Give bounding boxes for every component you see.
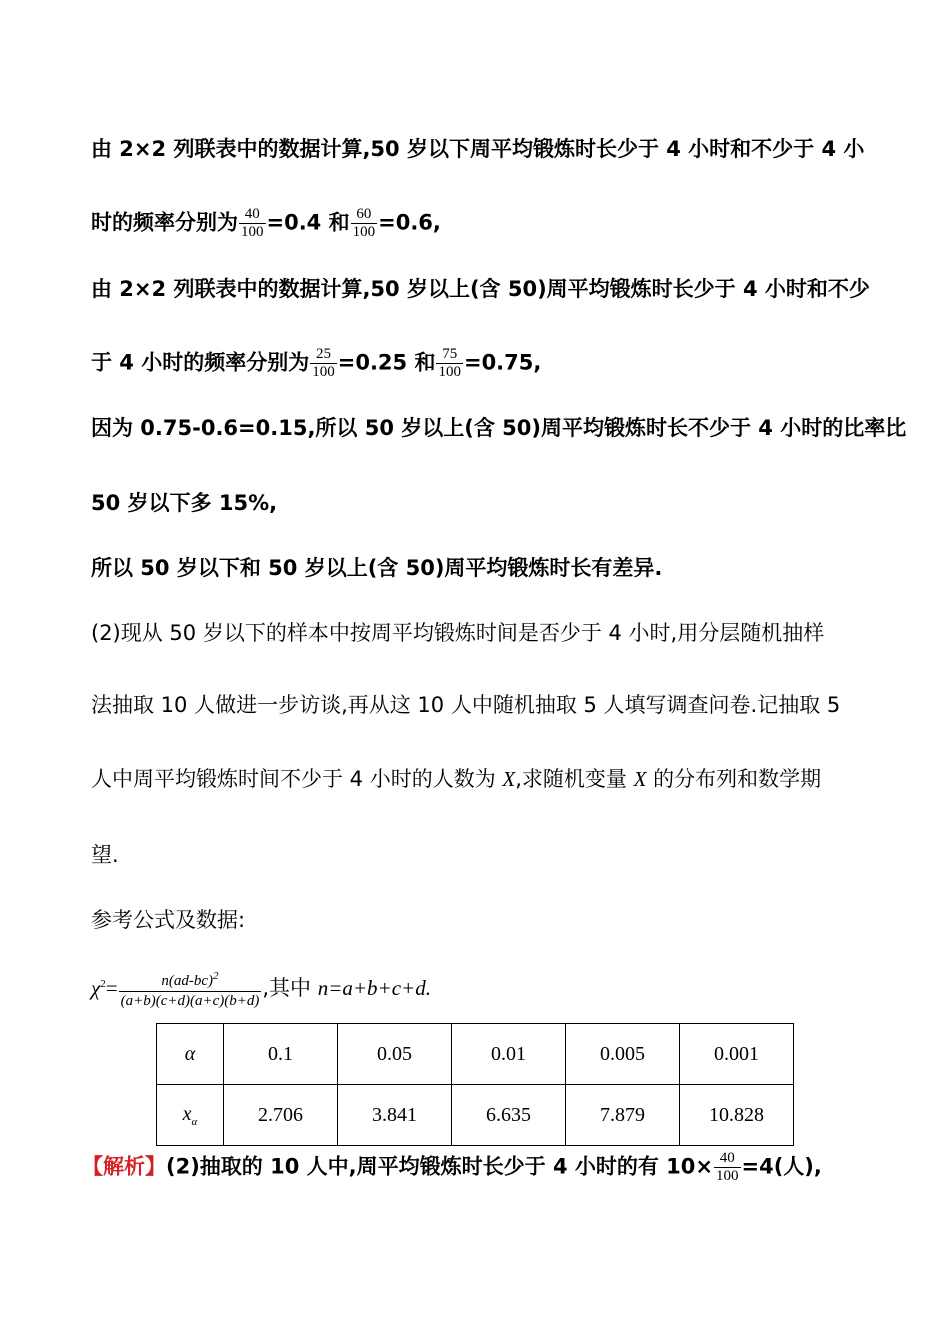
line2-text-post: =0.6, bbox=[378, 210, 441, 235]
line4-text-post: =0.75, bbox=[463, 350, 542, 375]
line10-text-b: ,求随机变量 bbox=[515, 767, 634, 791]
solution-tag: 【解析】 bbox=[82, 1154, 166, 1179]
fraction-60-100: $\frac{60}{100}$ bbox=[352, 206, 376, 240]
variable-x: X bbox=[633, 767, 647, 791]
equals-sign: = bbox=[105, 976, 118, 1000]
table-row bbox=[157, 1024, 794, 1085]
table-cell: 0.1 bbox=[224, 1024, 338, 1085]
table-cell: 0.001 bbox=[680, 1024, 794, 1085]
chi-square-fraction bbox=[119, 967, 262, 1011]
table-cell: 2.706 bbox=[224, 1085, 338, 1146]
fraction-75-100: $\frac{75}{100}$ bbox=[438, 346, 461, 380]
reference-heading: 参考公式及数据: bbox=[91, 908, 246, 932]
chi-exponent: 2 bbox=[100, 978, 106, 990]
formula-tail-math: n=a+b+c+d. bbox=[317, 976, 431, 1000]
numerator-exponent: 2 bbox=[213, 970, 219, 982]
paragraph-line-1: 由 2×2 列联表中的数据计算,50 岁以下周平均锻炼时长少于 4 小时和不少于 4 小 bbox=[91, 137, 865, 161]
table-cell: 0.01 bbox=[452, 1024, 566, 1085]
question-line-4: 望. bbox=[91, 843, 119, 867]
line4-text-pre: 于 4 小时的频率分别为 bbox=[91, 350, 310, 375]
table-cell: 0.05 bbox=[338, 1024, 452, 1085]
formula-denominator: (a+b)(c+d)(a+c)(b+d) bbox=[120, 993, 260, 1009]
line4-text-mid: =0.25 和 bbox=[337, 350, 436, 375]
solution-line bbox=[82, 1150, 860, 1185]
table-cell: 6.635 bbox=[452, 1085, 566, 1146]
chi-symbol: χ bbox=[91, 976, 101, 1000]
line10-text-c: 的分布列和数学期 bbox=[646, 767, 822, 791]
fraction-25-100: $\frac{25}{100}$ bbox=[312, 346, 335, 380]
line2-text-mid: =0.4 和 bbox=[266, 210, 350, 235]
table-cell: 0.005 bbox=[566, 1024, 680, 1085]
variable-x: X bbox=[502, 767, 516, 791]
fraction-40-100: $\frac{40}{100}$ bbox=[241, 206, 264, 240]
paragraph-line-3: 由 2×2 列联表中的数据计算,50 岁以上(含 50)周平均锻炼时长少于 4 小时和不少 bbox=[91, 277, 870, 301]
line2-text-pre: 时的频率分别为 bbox=[91, 210, 238, 235]
table-cell: 10.828 bbox=[680, 1085, 794, 1146]
chi-square-formula bbox=[91, 962, 860, 1011]
solution-text-post: =4(人), bbox=[741, 1154, 822, 1179]
solution-text-pre: (2)抽取的 10 人中,周平均锻炼时长少于 4 小时的有 10× bbox=[166, 1154, 713, 1179]
question-line-3 bbox=[91, 764, 860, 794]
line10-text-a: 人中周平均锻炼时间不少于 4 小时的人数为 bbox=[91, 767, 503, 791]
critical-value-table bbox=[156, 1023, 794, 1146]
table-row bbox=[157, 1085, 794, 1146]
paragraph-line-4 bbox=[91, 346, 860, 381]
formula-numerator: n(ad-bc) bbox=[161, 973, 214, 989]
question-line-2: 法抽取 10 人做进一步访谈,再从这 10 人中随机抽取 5 人填写调查问卷.记抽取 5 bbox=[91, 693, 841, 717]
paragraph-line-5: 因为 0.75-0.6=0.15,所以 50 岁以上(含 50)周平均锻炼时长不少于 4 小时的比率比 bbox=[91, 416, 907, 440]
paragraph-line-7: 所以 50 岁以下和 50 岁以上(含 50)周平均锻炼时长有差异. bbox=[91, 556, 663, 580]
paragraph-line-2 bbox=[91, 206, 860, 241]
question-line-1: (2)现从 50 岁以下的样本中按周平均锻炼时间是否少于 4 小时,用分层随机抽样 bbox=[91, 621, 825, 645]
table-cell: 7.879 bbox=[566, 1085, 680, 1146]
fraction-40-100: $\frac{40}{100}$ bbox=[716, 1150, 739, 1184]
formula-tail-text: ,其中 bbox=[262, 976, 318, 1000]
alpha-header: α bbox=[157, 1024, 224, 1085]
x-alpha-header: $x_\alpha$ bbox=[157, 1085, 224, 1146]
paragraph-line-6: 50 岁以下多 15%, bbox=[91, 491, 278, 515]
table-cell: 3.841 bbox=[338, 1085, 452, 1146]
